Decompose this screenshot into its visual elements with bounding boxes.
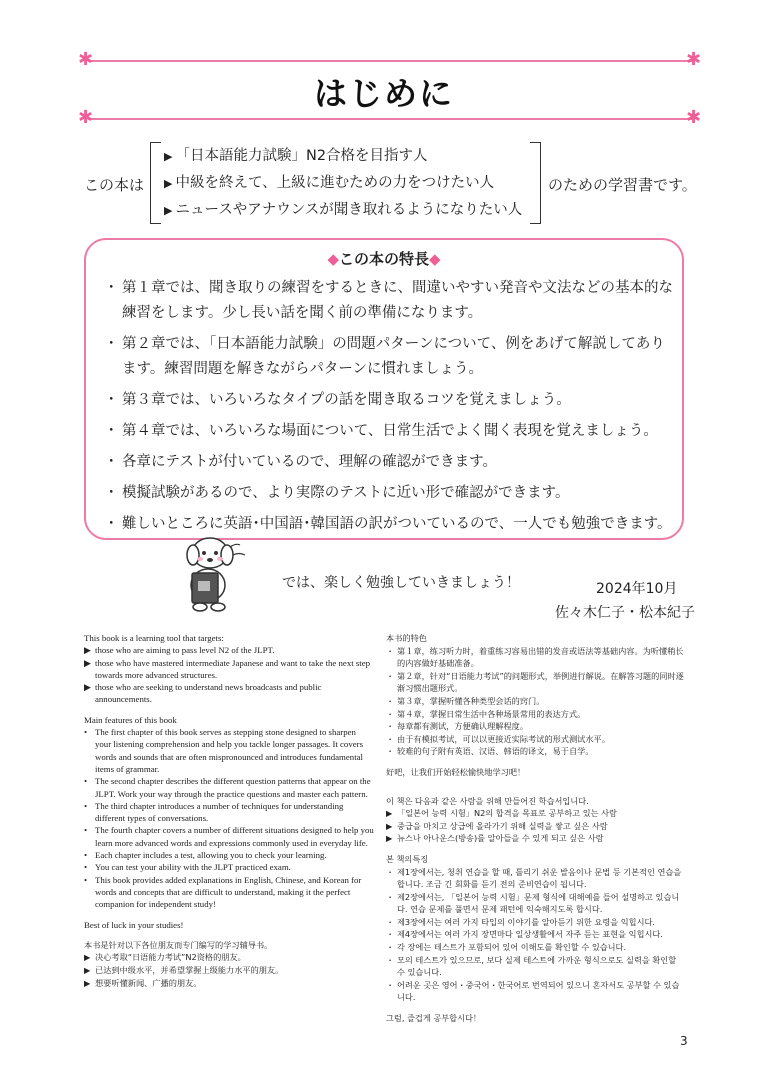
arrow-icon: ▶: [164, 150, 173, 163]
english-target: ▶ those who are aiming to pass level N2 of the JLPT.: [84, 645, 275, 656]
diamond-icon: ◆: [327, 250, 339, 268]
english-feature: • This book provides added explanations in English, Chinese, and Korean for words and concepts that are difficult to understand, making it the perfect companion for independent study!: [84, 874, 362, 910]
chinese-feature: ・ 较难的句子附有英语、汉语、韩语的译文，易于自学。: [386, 746, 594, 757]
right-bracket: [530, 142, 541, 224]
korean-target: ▶ 「일본어 능력 시험」N2의 합격을 목표로 공부하고 있는 사람: [386, 808, 617, 819]
arrow-icon: ▶: [386, 808, 393, 819]
korean-feature: ・ 제4장에서는 여러 가지 장면마다 일상생활에서 자주 듣는 표현을 익힙시다.: [386, 929, 663, 940]
chinese-target: ▶ 决心考取“日语能力考试”N2资格的朋友。: [84, 952, 246, 963]
date: 2024年10月: [596, 581, 678, 597]
korean-feature: ・ 모의 테스트가 있으므로, 보다 실제 테스트에 가까운 형식으로도 실력을 확인할 수 있습니다.: [386, 954, 677, 978]
korean-feature: ・ 제1장에서는, 청취 연습을 할 때, 틀리기 쉬운 발음이나 문법 등 기본적인 연습을 합니다. 조금 긴 회화를 듣기 전의 준비연습이 됩니다.: [386, 866, 682, 890]
korean-target: ▶ 중급을 마치고 상급에 올라가기 위해 실력을 쌓고 싶은 사람: [386, 820, 608, 831]
english-feature: • The fourth chapter covers a number of different situations designed to help you learn more advanced words and expressions commonly used in everyday life.: [84, 825, 374, 848]
chinese-features-section: [386, 632, 686, 779]
page-title: はじめに: [314, 74, 454, 113]
english-feature: • Each chapter includes a test, allowing you to check your learning.: [84, 850, 327, 861]
chinese-intro-section: [84, 939, 374, 989]
arrow-icon: ▶: [84, 682, 91, 693]
korean-feature: ・ 제3장에서는 여러 가지 타입의 이야기를 알아듣기 위한 요령을 익힙시다.: [386, 916, 655, 927]
target-item: ▶ 中級を終えて、上級に進むための力をつけたい人: [164, 175, 495, 191]
feature-item: ・ 難しいところに英語･中国語･韓国語の訳がついているので、一人でも勉強できます。: [104, 512, 674, 537]
closing-message: では、楽しく勉強していきましょう！: [282, 575, 520, 591]
feature-item: ・ 第４章では、いろいろな場面について、日常生活でよく聞く表現を覚えましょう。: [104, 419, 674, 444]
english-target: ▶ those who have mastered intermediate Japanese and want to take the next step towards more advanced structures.: [84, 657, 371, 680]
english-intro: This book is a learning tool that targets:: [84, 633, 224, 643]
arrow-icon: ▶: [386, 833, 393, 844]
chinese-feature: ・ 第１章，练习听力时，着重练习容易出错的发音或语法等基础内容。为听懂稍长的内容做好基础准备。: [386, 645, 684, 669]
authors: 佐々木仁子・松本紀子: [555, 605, 695, 621]
english-target: ▶ those who are seeking to understand news broadcasts and public announcements.: [84, 682, 322, 705]
intro-prefix: この本は: [84, 176, 145, 194]
english-feature: • The second chapter describes the different question patterns that appear on the JLPT. Work your way through the practice questions and master each pattern.: [84, 776, 371, 799]
target-item: ▶ ニュースやアナウンスが聞き取れるようになりたい人: [164, 202, 523, 218]
feature-item: ・ 第２章では、「日本語能力試験」の問題パターンについて、例をあげて解説してあります。練習問題を解きながらパターンに慣れましょう。: [104, 332, 674, 382]
asterisk-icon: ✱: [78, 49, 94, 70]
chinese-intro: 本书是针对以下各位朋友而专门编写的学习辅导书。: [84, 939, 273, 950]
chinese-target: ▶ 想要听懂新闻、广播的朋友。: [84, 977, 202, 988]
korean-intro: 이 책은 다음과 같은 사람을 위해 만들어진 학습서입니다.: [386, 795, 589, 806]
english-feature: • The third chapter introduces a number of techniques for understanding different types of conversations.: [84, 800, 344, 824]
english-section: [84, 632, 374, 931]
chinese-feature: ・ 第２章，针对“日语能力考试”的问题形式，举例进行解说。在解答习题的同时逐渐习惯出题形式。: [386, 670, 684, 694]
dog-mascot-icon: [178, 533, 268, 613]
arrow-icon: ▶: [164, 204, 173, 217]
left-bracket: [150, 142, 161, 224]
english-closing: Best of luck in your studies!: [84, 919, 184, 930]
korean-features-heading: 본 책의특징: [386, 853, 429, 864]
arrow-icon: ▶: [164, 177, 173, 190]
target-item: ▶ 「日本語能力試験」N2合格を目指す人: [164, 148, 428, 164]
korean-closing: 그럼, 즐겁게 공부합시다！: [386, 1013, 482, 1024]
feature-item: ・ 第３章では、いろいろなタイプの話を聞き取るコツを覚えましょう。: [104, 388, 674, 413]
chinese-closing: 好吧，让我们开始轻松愉快地学习吧！: [386, 766, 526, 777]
korean-feature: ・ 각 장에는 테스트가 포함되어 있어 이해도를 확인할 수 있습니다.: [386, 942, 627, 953]
diamond-icon: ◆: [429, 250, 441, 268]
korean-target: ▶ 뉴스나 아나운스(방송)를 알아들을 수 있게 되고 싶은 사람: [386, 833, 604, 844]
arrow-icon: ▶: [386, 820, 393, 831]
arrow-icon: ▶: [84, 952, 91, 963]
chinese-features-heading: 本书的特色: [386, 633, 427, 643]
english-feature: • You can test your ability with the JLPT practiced exam.: [84, 862, 291, 873]
arrow-icon: ▶: [84, 645, 91, 656]
chinese-feature: ・ 第３章，掌握听懂各种类型会话的窍门。: [386, 695, 545, 706]
english-features-heading: Main features of this book: [84, 714, 177, 725]
page-number: 3: [680, 1034, 688, 1048]
chinese-target: ▶ 已达到中级水平，并希望掌握上级能力水平的朋友。: [84, 965, 284, 976]
asterisk-icon: ✱: [686, 107, 702, 128]
chinese-feature: ・ 每章都有测试，方便确认理解程度。: [386, 721, 529, 732]
chinese-feature: ・ 由于有模拟考试，可以以更接近实际考试的形式测试水平。: [386, 733, 610, 744]
features-title: ◆この本の特長◆: [327, 250, 441, 268]
feature-item: ・ 各章にテストが付いているので、理解の確認ができます。: [104, 450, 674, 475]
arrow-icon: ▶: [84, 965, 91, 976]
feature-item: ・ 第１章では、聞き取りの練習をするときに、間違いやすい発音や文法などの基本的な練習をします。少し長い話を聞く前の準備になります。: [104, 276, 674, 326]
asterisk-icon: ✱: [78, 107, 94, 128]
target-list: [164, 143, 534, 224]
asterisk-icon: ✱: [686, 49, 702, 70]
arrow-icon: ▶: [84, 657, 91, 668]
right-column: [386, 632, 686, 1025]
header-top-rule: [88, 60, 693, 62]
korean-feature: ・ 어려운 곳은 영어・중국어・한국어로 번역되어 있으니 혼자서도 공부할 수 있습니다.: [386, 979, 680, 1003]
header-bottom-rule: [88, 118, 693, 120]
korean-section: [386, 795, 686, 1025]
features-list: [104, 276, 674, 543]
english-feature: • The first chapter of this book serves as stepping stone designed to sharpen your listening comprehension and help you tackle longer passages. It covers words and sounds that are often mispronounced and introduces fundamental items of grammar.: [84, 727, 363, 774]
chinese-feature: ・ 第４章，掌握日常生活中各种场景常用的表达方式。: [386, 708, 586, 719]
left-column: [84, 632, 374, 989]
intro-suffix: のための学習書です。: [548, 176, 697, 194]
korean-feature: ・ 제2장에서는, 「일본어 능력 시험」문제 형식에 대해예를 들어 설명하고 있습니다. 연습 문제를 풀면서 문제 패턴에 익숙해지도록 합시다.: [386, 891, 680, 915]
arrow-icon: ▶: [84, 977, 91, 988]
feature-item: ・ 模擬試験があるので、より実際のテストに近い形で確認ができます。: [104, 481, 674, 506]
